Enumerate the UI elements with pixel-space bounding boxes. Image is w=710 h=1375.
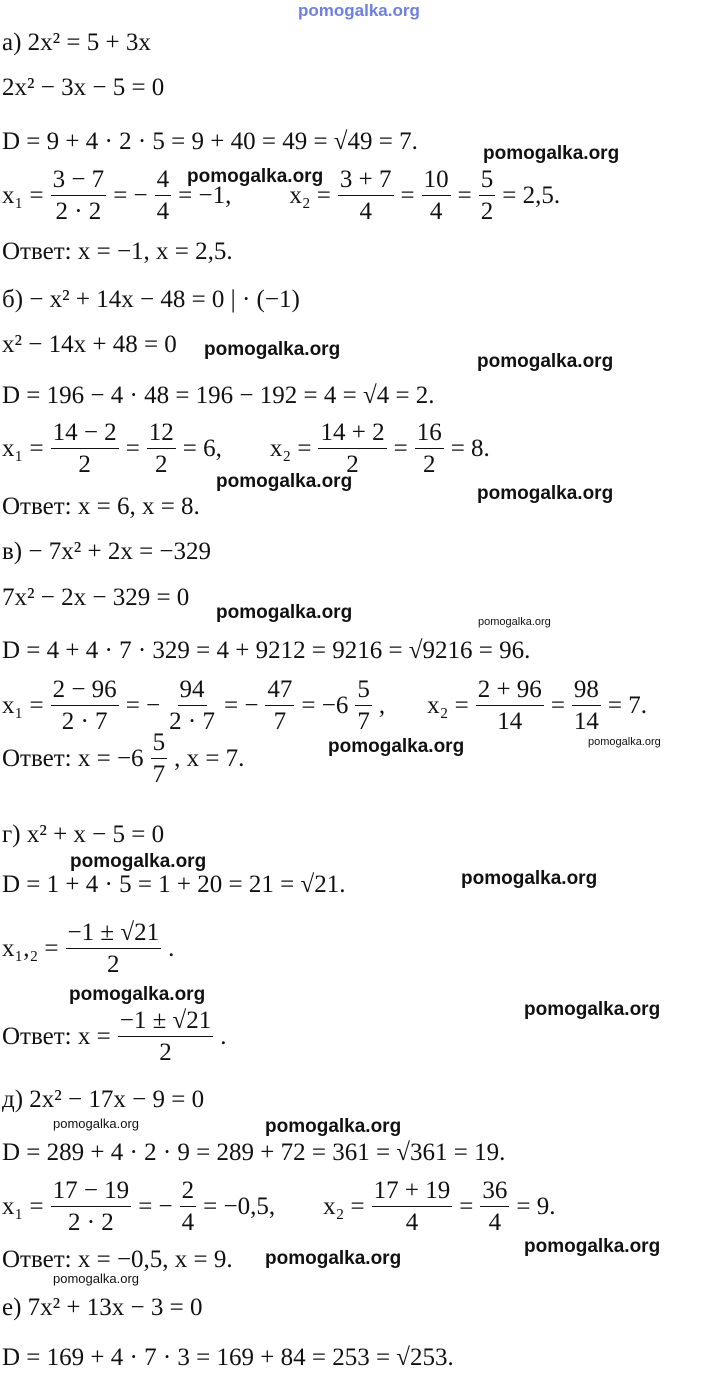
text: = −0,5, xyxy=(203,1192,276,1220)
denominator: 2 · 2 xyxy=(55,198,102,225)
denominator: 2 · 7 xyxy=(61,708,108,735)
watermark: pomogalka.org xyxy=(461,868,598,889)
discriminant-d: D = 1 + 4 · 5 = 1 + 20 = 21 = √21. xyxy=(2,871,346,898)
numerator: 3 − 7 xyxy=(51,167,107,196)
denominator: 4 xyxy=(359,198,372,225)
site-watermark-header: pomogalka.org xyxy=(298,1,420,20)
watermark: pomogalka.org xyxy=(477,483,614,504)
text: , x = 7. xyxy=(174,744,245,772)
text: = − xyxy=(113,181,148,209)
numerator: 5 xyxy=(479,167,496,196)
watermark: pomogalka.org xyxy=(69,984,206,1005)
text: Ответ: x = xyxy=(2,1022,111,1050)
answer-e: Ответ: x = −0,5, x = 9. xyxy=(2,1246,233,1273)
numerator: 2 − 96 xyxy=(51,677,119,706)
text: = 6, xyxy=(182,434,222,462)
text: , xyxy=(378,691,386,719)
answer-b: Ответ: x = 6, x = 8. xyxy=(2,493,200,520)
text: = 7. xyxy=(607,691,648,719)
denominator: 2 · 2 xyxy=(67,1209,114,1236)
text: = xyxy=(459,1192,474,1220)
numerator: 10 xyxy=(422,167,451,196)
text: x₂ = xyxy=(289,181,331,209)
numerator: 16 xyxy=(415,420,444,449)
denominator: 4 xyxy=(429,198,443,225)
fraction xyxy=(51,167,107,224)
watermark: pomogalka.org xyxy=(477,351,614,372)
text: = −6 xyxy=(301,691,349,719)
numerator: 94 xyxy=(178,677,207,706)
text: = − xyxy=(223,691,259,719)
numerator: 3 + 7 xyxy=(338,167,394,196)
numerator: 4 xyxy=(155,167,172,196)
numerator: 5 xyxy=(151,730,168,759)
fraction xyxy=(180,1178,197,1235)
equation-a-standard: 2x² − 3x − 5 = 0 xyxy=(2,74,165,101)
numerator: 14 + 2 xyxy=(318,420,386,449)
denominator: 4 xyxy=(488,1209,502,1236)
equation-b: б) − x² + 14x − 48 = 0 | · (−1) xyxy=(2,286,300,313)
roots-c xyxy=(2,677,647,734)
denominator: 2 xyxy=(155,451,168,478)
numerator: 47 xyxy=(265,677,294,706)
fraction xyxy=(422,167,451,224)
equation-c-standard: 7x² − 2x − 329 = 0 xyxy=(2,584,190,611)
answer-c xyxy=(2,730,244,787)
fraction xyxy=(51,1178,132,1235)
denominator: 14 xyxy=(497,708,523,735)
text: x₂ = xyxy=(427,691,469,719)
watermark: pomogalka.org xyxy=(70,851,207,872)
watermark: pomogalka.org xyxy=(204,339,341,360)
text: = xyxy=(125,434,140,462)
text: = − xyxy=(125,691,161,719)
numerator: −1 ± √21 xyxy=(66,920,162,949)
fraction xyxy=(338,167,394,224)
equation-c: в) − 7x² + 2x = −329 xyxy=(2,538,212,565)
fraction xyxy=(51,677,119,734)
fraction xyxy=(318,420,386,477)
equation-f: е) 7x² + 13x − 3 = 0 xyxy=(2,1294,203,1321)
numerator: 5 xyxy=(355,677,372,706)
fraction xyxy=(66,920,162,977)
watermark: pomogalka.org xyxy=(187,166,324,187)
watermark: pomogalka.org xyxy=(328,736,465,757)
denominator: 4 xyxy=(181,1209,195,1236)
fraction xyxy=(265,677,294,734)
equation-d: г) x² + x − 5 = 0 xyxy=(2,821,165,848)
fraction xyxy=(572,677,601,734)
numerator: 12 xyxy=(147,420,176,449)
text: . xyxy=(220,1022,227,1050)
denominator: 4 xyxy=(156,198,170,225)
denominator: 7 xyxy=(357,708,370,735)
denominator: 2 xyxy=(422,451,436,478)
text: = xyxy=(550,691,565,719)
text: = xyxy=(457,181,472,209)
roots-b xyxy=(2,420,490,477)
text: = 9. xyxy=(516,1192,556,1220)
numerator: −1 ± √21 xyxy=(118,1008,214,1037)
denominator: 2 · 7 xyxy=(169,708,215,735)
discriminant-b: D = 196 − 4 · 48 = 196 − 192 = 4 = √4 = 2. xyxy=(2,382,435,409)
text: x₁ = xyxy=(2,434,44,462)
text: = 2,5. xyxy=(502,181,561,209)
numerator: 2 xyxy=(180,1178,197,1207)
denominator: 14 xyxy=(573,708,599,735)
denominator: 2 xyxy=(480,198,494,225)
watermark: pomogalka.org xyxy=(53,1271,139,1286)
numerator: 98 xyxy=(572,677,601,706)
text: x₁,₂ = xyxy=(2,934,59,962)
roots-d xyxy=(2,920,174,977)
fraction xyxy=(355,677,372,734)
text: = 8. xyxy=(450,434,490,462)
watermark: pomogalka.org xyxy=(216,602,353,623)
watermark: pomogalka.org xyxy=(265,1116,402,1137)
text: . xyxy=(168,934,175,962)
equation-b-standard: x² − 14x + 48 = 0 xyxy=(2,331,177,358)
fraction xyxy=(155,167,172,224)
watermark: pomogalka.org xyxy=(483,143,620,164)
fraction xyxy=(51,420,119,477)
text: = −1, xyxy=(178,181,232,209)
fraction xyxy=(476,677,544,734)
text: x₁ = xyxy=(2,691,44,719)
watermark: pomogalka.org xyxy=(588,736,661,748)
discriminant-f: D = 169 + 4 · 7 · 3 = 169 + 84 = 253 = √253. xyxy=(2,1344,454,1371)
numerator: 17 − 19 xyxy=(51,1178,132,1207)
denominator: 4 xyxy=(405,1209,419,1236)
watermark: pomogalka.org xyxy=(265,1248,402,1269)
watermark: pomogalka.org xyxy=(524,1236,661,1257)
text: x₁ = xyxy=(2,1192,44,1220)
answer-d xyxy=(2,1008,227,1065)
fraction xyxy=(415,420,444,477)
fraction xyxy=(480,1178,509,1235)
fraction xyxy=(167,677,217,734)
text: = xyxy=(393,434,408,462)
denominator: 7 xyxy=(273,708,287,735)
discriminant-e: D = 289 + 4 · 2 · 9 = 289 + 72 = 361 = √361 = 19. xyxy=(2,1139,506,1166)
watermark: pomogalka.org xyxy=(53,1116,139,1131)
denominator: 2 xyxy=(107,951,120,978)
watermark: pomogalka.org xyxy=(478,616,551,628)
text: Ответ: x = −6 xyxy=(2,744,144,772)
fraction xyxy=(147,420,176,477)
fraction xyxy=(479,167,496,224)
denominator: 2 xyxy=(78,451,91,478)
fraction xyxy=(151,730,168,787)
discriminant-a: D = 9 + 4 · 2 · 5 = 9 + 40 = 49 = √49 = 7. xyxy=(2,128,418,155)
answer-a: Ответ: x = −1, x = 2,5. xyxy=(2,238,233,265)
text: x₁ = xyxy=(2,181,44,209)
numerator: 36 xyxy=(480,1178,509,1207)
text: x₂ = xyxy=(323,1192,365,1220)
numerator: 17 + 19 xyxy=(372,1178,453,1207)
numerator: 2 + 96 xyxy=(476,677,544,706)
equation-e: д) 2x² − 17x − 9 = 0 xyxy=(2,1086,205,1113)
numerator: 14 − 2 xyxy=(51,420,119,449)
text: = − xyxy=(138,1192,173,1220)
equation-a: а) 2x² = 5 + 3x xyxy=(2,29,151,56)
denominator: 7 xyxy=(152,761,166,788)
text: = xyxy=(400,181,415,209)
denominator: 2 xyxy=(159,1039,172,1066)
discriminant-c: D = 4 + 4 · 7 · 329 = 4 + 9212 = 9216 = √9216 = 96. xyxy=(2,637,531,664)
watermark: pomogalka.org xyxy=(216,471,353,492)
fraction xyxy=(372,1178,453,1235)
watermark: pomogalka.org xyxy=(524,999,661,1020)
denominator: 2 xyxy=(346,451,359,478)
fraction xyxy=(118,1008,214,1065)
roots-e xyxy=(2,1178,556,1235)
text: x₂ = xyxy=(269,434,312,462)
